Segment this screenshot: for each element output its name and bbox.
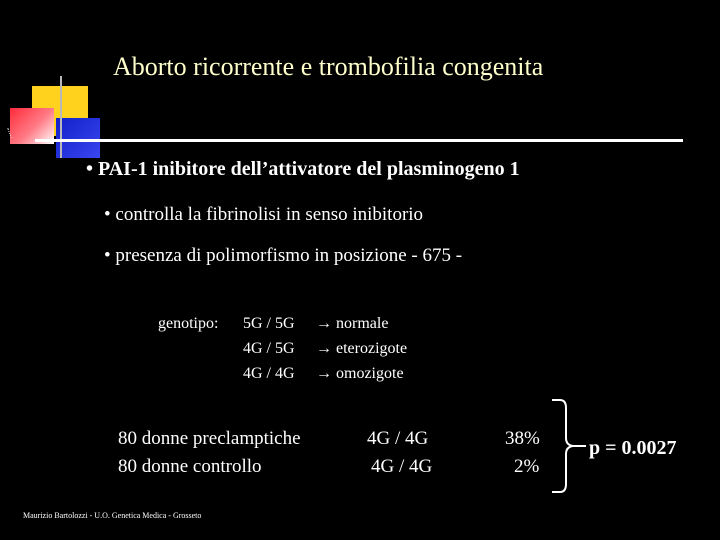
arrow-icon: →	[316, 365, 332, 382]
comparison-group: 80 donne controllo	[118, 456, 262, 477]
logo-vertical-line	[60, 76, 62, 158]
right-brace-icon	[550, 398, 590, 494]
bullet-main: • PAI-1 inibitore dell’attivatore del plasminogeno 1	[86, 158, 520, 180]
bullet-sub-1: • controlla la fibrinolisi in senso inibitorio	[104, 204, 424, 225]
genotype-result: omozigote	[336, 365, 404, 382]
title-divider	[35, 139, 683, 142]
comparison-percent: 38%	[505, 428, 540, 449]
p-value: p = 0.0027	[589, 437, 677, 459]
comparison-genotype: 4G / 4G	[367, 428, 429, 449]
comparison-percent: 2%	[514, 456, 540, 477]
arrow-icon: →	[316, 315, 332, 332]
comparison-genotype: 4G / 4G	[371, 456, 433, 477]
logo-blue-square	[56, 118, 100, 158]
footer-credit: Maurizio Bartolozzi - U.O. Genetica Medica - Grosseto	[23, 511, 202, 520]
slide-title: Aborto ricorrente e trombofilia congenita	[113, 52, 544, 81]
genotype-label: genotipo:	[158, 315, 219, 332]
genotype-value: 5G / 5G	[243, 315, 295, 332]
genotype-result: normale	[336, 315, 389, 332]
genotype-value: 4G / 5G	[243, 340, 295, 357]
comparison-group: 80 donne preclamptiche	[118, 428, 301, 449]
genotype-value: 4G / 4G	[243, 365, 295, 382]
bullet-sub-2: • presenza di polimorfismo in posizione - 675 -	[104, 245, 463, 266]
arrow-icon: →	[316, 340, 332, 357]
genotype-result: eterozigote	[336, 340, 408, 357]
